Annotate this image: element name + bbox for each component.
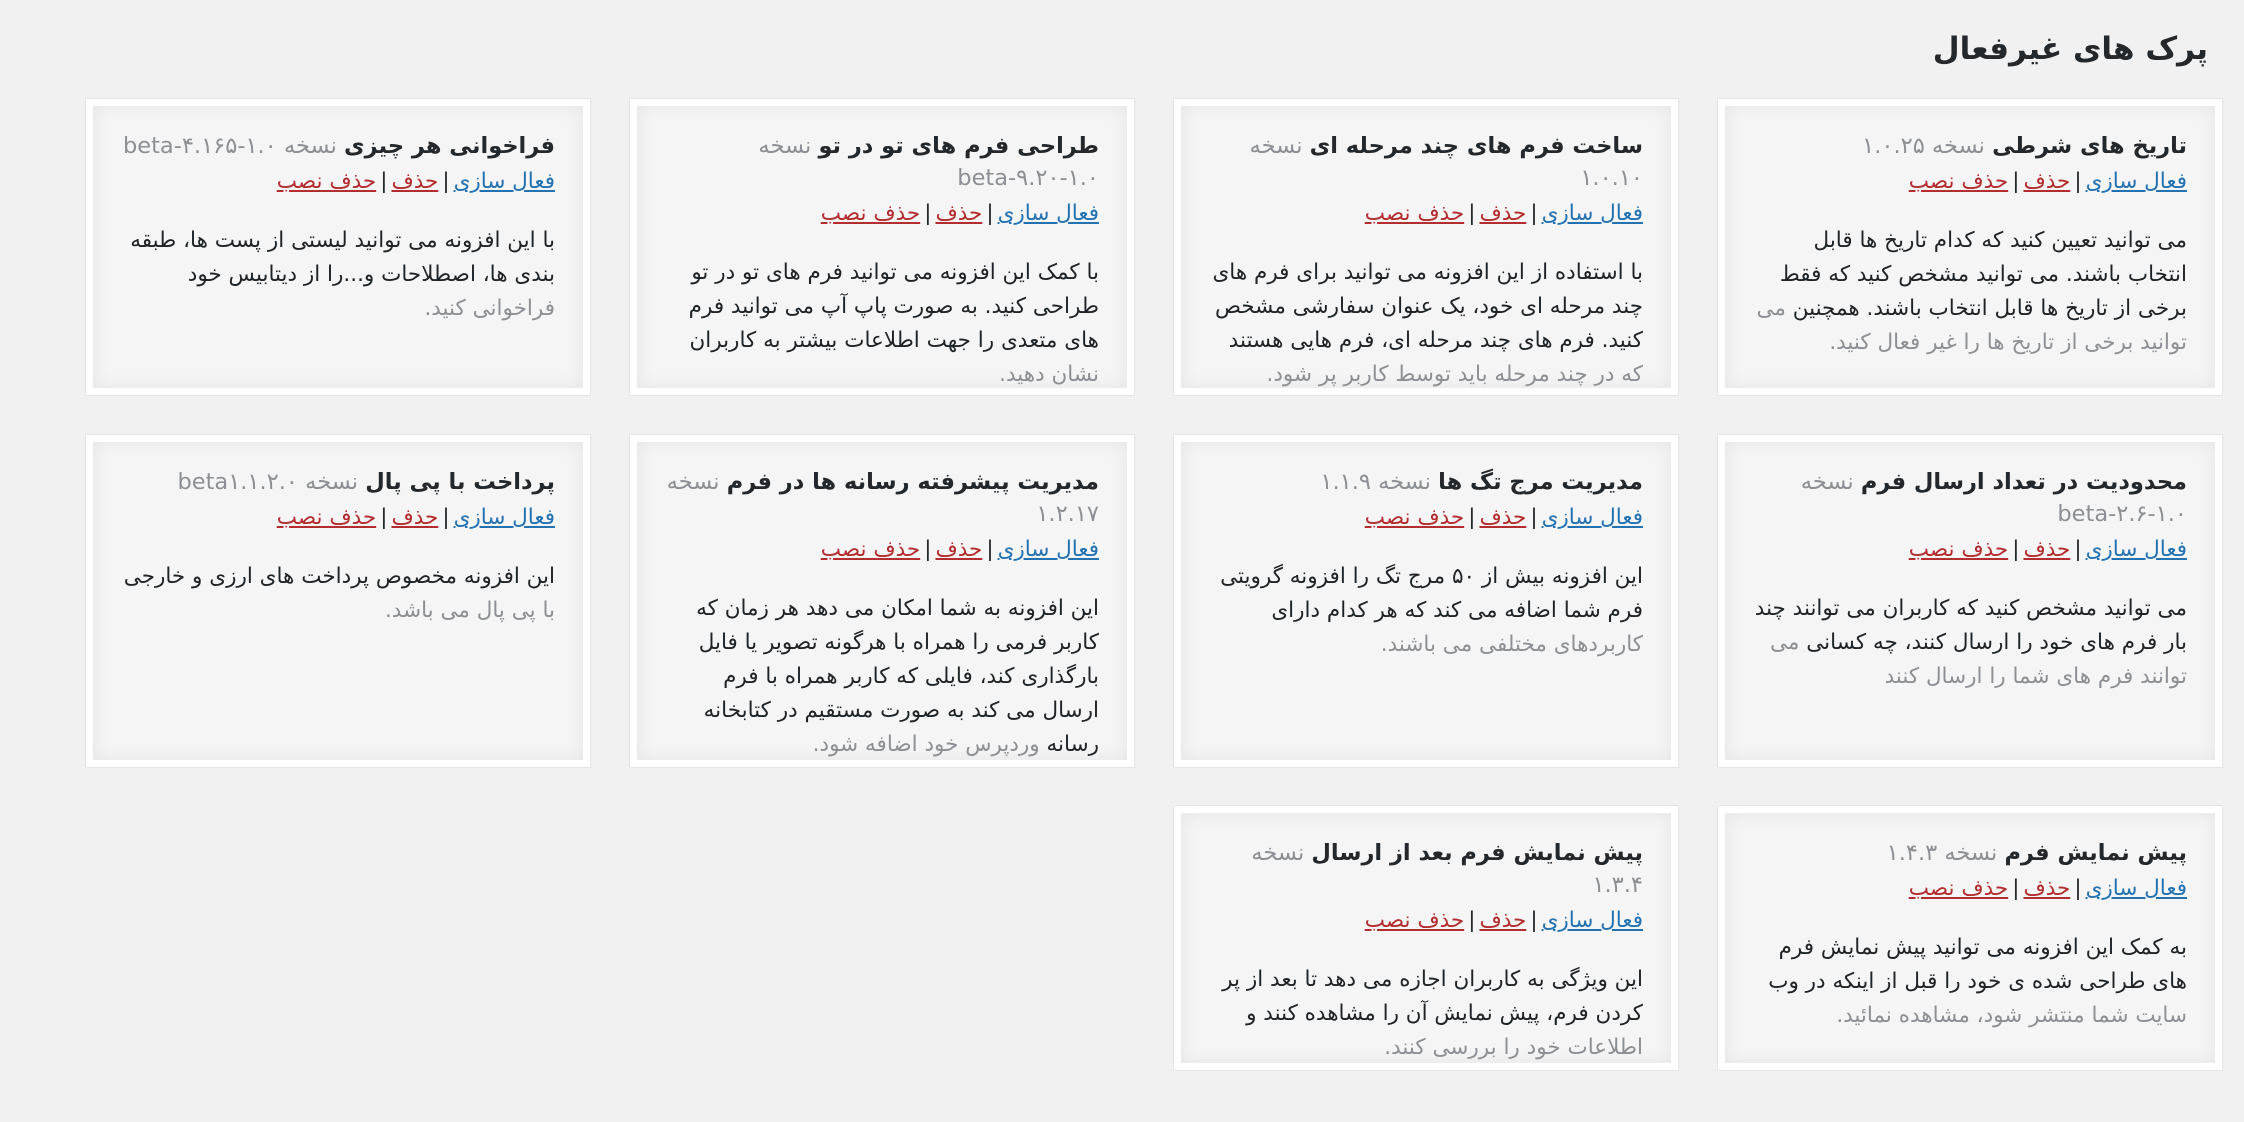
uninstall-link[interactable]: حذف نصب — [820, 537, 921, 562]
plugin-card — [86, 435, 590, 767]
delete-link[interactable]: حذف — [935, 537, 983, 562]
plugin-description: با این افزونه می توانید لیستی از پست ها، طبقه بندی ها، اصطلاحات و...را از دیتابیس خود فراخوانی کنید. — [130, 228, 555, 321]
plugin-description: می توانید تعیین کنید که کدام تاریخ ها قابل انتخاب باشند. می توانید مشخص کنید که فقط برخی از تاریخ ها قابل انتخاب باشند. همچنین می توانید برخی از تاریخ ها را غیر فعال کنید. — [1756, 228, 2187, 355]
delete-link[interactable]: حذف — [2023, 876, 2071, 901]
uninstall-link[interactable]: حذف نصب — [1908, 537, 2009, 562]
activate-link[interactable]: فعال سازی — [1541, 505, 1643, 530]
plugin-version: نسخه ۱.۱.۹ — [1320, 469, 1432, 495]
delete-link[interactable]: حذف — [1479, 505, 1527, 530]
plugin-card — [630, 435, 1134, 767]
delete-link[interactable]: حذف — [1479, 908, 1527, 933]
activate-link[interactable]: فعال سازی — [1541, 908, 1643, 933]
plugin-title — [121, 466, 555, 498]
delete-link[interactable]: حذف — [391, 169, 439, 194]
plugin-actions: فعال سازی|حذف|حذف نصب — [820, 537, 1099, 562]
plugin-name: مدیریت پیشرفته رسانه ها در فرم — [726, 469, 1099, 495]
plugin-name: مدیریت مرج تگ ها — [1438, 469, 1643, 495]
plugin-card — [86, 99, 590, 395]
plugin-title — [1753, 130, 2187, 162]
plugin-actions: فعال سازی|حذف|حذف نصب — [1908, 169, 2187, 194]
plugin-name: پیش نمایش فرم بعد از ارسال — [1311, 840, 1643, 866]
activate-link[interactable]: فعال سازی — [1541, 201, 1643, 226]
delete-link[interactable]: حذف — [2023, 537, 2071, 562]
plugin-description: با کمک این افزونه می توانید فرم های تو در تو طراحی کنید. به صورت پاپ آپ می توانید فرم های متعدی را جهت اطلاعات بیشتر به کاربران نشان دهید. — [688, 260, 1099, 387]
plugin-description: این افزونه مخصوص پرداخت های ارزی و خارجی با پی پال می باشد. — [123, 564, 555, 623]
plugin-description: با استفاده از این افزونه می توانید برای فرم های چند مرحله ای خود، یک عنوان سفارشی مشخص کنید. فرم های چند مرحله ای، فرم هایی هستند که در چند مرحله باید توسط کاربر پر شود. — [1212, 260, 1643, 387]
delete-link[interactable]: حذف — [1479, 201, 1527, 226]
plugin-title — [1209, 130, 1643, 194]
plugin-title — [1209, 466, 1643, 498]
uninstall-link[interactable]: حذف نصب — [1908, 876, 2009, 901]
activate-link[interactable]: فعال سازی — [2085, 537, 2187, 562]
plugin-name: طراحی فرم های تو در تو — [818, 133, 1099, 159]
plugin-name: ساخت فرم های چند مرحله ای — [1309, 133, 1643, 159]
plugin-name: پرداخت با پی پال — [365, 469, 555, 495]
delete-link[interactable]: حذف — [391, 505, 439, 530]
activate-link[interactable]: فعال سازی — [997, 201, 1099, 226]
plugin-description: به کمک این افزونه می توانید پیش نمایش فرم های طراحی شده ی خود را قبل از اینکه در وب سایت شما منتشر شود، مشاهده نمائید. — [1768, 935, 2187, 1028]
activate-link[interactable]: فعال سازی — [2085, 876, 2187, 901]
activate-link[interactable]: فعال سازی — [453, 169, 555, 194]
plugin-card — [1718, 806, 2222, 1070]
plugin-version: نسخه ۱.۴.۳ — [1886, 840, 1998, 866]
plugin-version: نسخه ۱.۳.۴ — [1251, 840, 1643, 898]
uninstall-link[interactable]: حذف نصب — [1364, 505, 1465, 530]
plugin-version: نسخه ۱.۰.۲۵ — [1862, 133, 1985, 159]
plugin-title — [665, 130, 1099, 194]
activate-link[interactable]: فعال سازی — [997, 537, 1099, 562]
uninstall-link[interactable]: حذف نصب — [1364, 908, 1465, 933]
plugin-description: این ویژگی به کاربران اجازه می دهد تا بعد از پر کردن فرم، پیش نمایش آن را مشاهده کنند و اطلاعات خود را بررسی کنند. — [1222, 967, 1643, 1060]
plugin-card — [1718, 435, 2222, 767]
activate-link[interactable]: فعال سازی — [453, 505, 555, 530]
plugin-actions: فعال سازی|حذف|حذف نصب — [1364, 201, 1643, 226]
plugin-title — [1753, 466, 2187, 530]
plugin-version: نسخه ۱.۲.۱۷ — [666, 469, 1099, 527]
plugin-version: نسخه beta-۲.۶-۱.۰ — [1800, 469, 2187, 527]
plugin-name: تاریخ های شرطی — [1992, 133, 2187, 159]
plugin-name: فراخوانی هر چیزی — [344, 133, 555, 159]
plugin-title — [1753, 837, 2187, 869]
plugin-title — [1209, 837, 1643, 901]
plugin-card — [1174, 99, 1678, 395]
plugin-title — [665, 466, 1099, 530]
activate-link[interactable]: فعال سازی — [2085, 169, 2187, 194]
plugin-description: این افزونه به شما امکان می دهد هر زمان که کاربر فرمی را همراه با هرگونه تصویر یا فایل بارگذاری کند، فایلی که کاربر همراه با فرم ارسال می کند به صورت مستقیم در کتابخانه رسانه وردپرس خود اضافه شود. — [696, 596, 1099, 757]
plugin-version: نسخه beta-۹.۲۰-۱.۰ — [758, 133, 1099, 191]
plugin-version: نسخه beta-۴.۱۶۵-۱.۰ — [122, 133, 337, 159]
plugin-card — [1174, 806, 1678, 1070]
plugin-card — [1174, 435, 1678, 767]
plugin-actions: فعال سازی|حذف|حذف نصب — [1364, 908, 1643, 933]
uninstall-link[interactable]: حذف نصب — [276, 169, 377, 194]
plugin-version: نسخه ۱.۰.۱۰ — [1249, 133, 1643, 191]
plugin-actions: فعال سازی|حذف|حذف نصب — [276, 505, 555, 530]
delete-link[interactable]: حذف — [2023, 169, 2071, 194]
delete-link[interactable]: حذف — [935, 201, 983, 226]
plugin-description: می توانید مشخص کنید که کاربران می توانند چند بار فرم های خود را ارسال کنند، چه کسانی می توانند فرم های شما را ارسال کنند — [1754, 596, 2187, 689]
plugin-version: نسخه beta۱.۱.۲.۰ — [177, 469, 359, 495]
plugin-name: محدودیت در تعداد ارسال فرم — [1860, 469, 2187, 495]
plugin-name: پیش نمایش فرم — [2004, 840, 2187, 866]
plugin-actions: فعال سازی|حذف|حذف نصب — [1908, 876, 2187, 901]
plugin-description: این افزونه بیش از ۵۰ مرج تگ را افزونه گرویتی فرم شما اضافه می کند که هر کدام دارای کاربردهای مختلفی می باشند. — [1220, 564, 1643, 657]
plugin-title — [121, 130, 555, 162]
uninstall-link[interactable]: حذف نصب — [1364, 201, 1465, 226]
uninstall-link[interactable]: حذف نصب — [276, 505, 377, 530]
uninstall-link[interactable]: حذف نصب — [1908, 169, 2009, 194]
plugin-card — [1718, 99, 2222, 395]
plugin-card — [630, 99, 1134, 395]
uninstall-link[interactable]: حذف نصب — [820, 201, 921, 226]
plugin-actions: فعال سازی|حذف|حذف نصب — [1908, 537, 2187, 562]
plugin-actions: فعال سازی|حذف|حذف نصب — [1364, 505, 1643, 530]
plugin-actions: فعال سازی|حذف|حذف نصب — [276, 169, 555, 194]
page-title: پرک های غیرفعال — [1932, 31, 2208, 67]
plugin-actions: فعال سازی|حذف|حذف نصب — [820, 201, 1099, 226]
